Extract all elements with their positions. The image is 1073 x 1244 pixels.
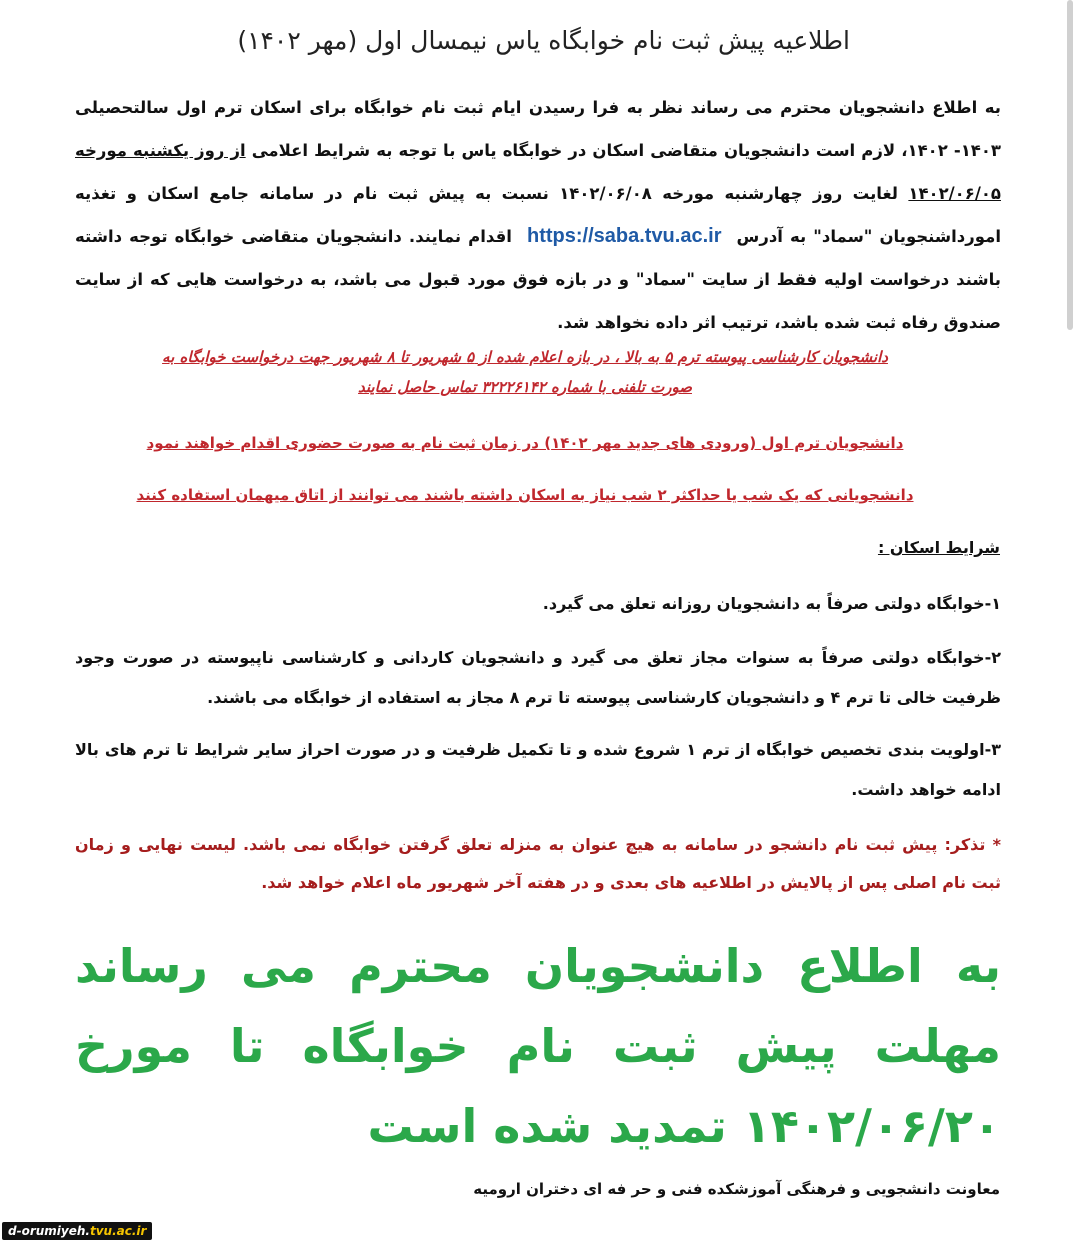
- signature: معاونت دانشجویی و فرهنگی آموزشکده فنی و حر فه ای دختران ارومیه: [473, 1180, 1000, 1198]
- condition-item-2: ۲-خوابگاه دولتی صرفاً به سنوات مجاز تعلق می گیرد و دانشجویان کاردانی و کارشناسی ناپیوسته در صورت وجود ظرفیت خالی تا ترم ۴ و دانشجویان کارشناسی پیوسته تا ترم ۸ مجاز به استفاده از خوابگاه می باشند.: [75, 648, 1001, 707]
- reminder-note: * تذکر: پیش ثبت نام دانشجو در سامانه به هیچ عنوان به منزله تعلق گرفتن خوابگاه نمی باشد. لیست نهایی و زمان ثبت نام اصلی پس از پالایش در اطلاعیه های بعدی و در هفته آخر شهریور ماه اعلام خواهد شد.: [75, 835, 1001, 892]
- intro-text-3: اقدام نمایند. دانشجویان متقاضی خوابگاه توجه داشته باشند درخواست اولیه فقط از سایت "سماد" و در بازه فوق مورد قبول می باشد، به درخواست هایی که از سایت صندوق رفاه ثبت شده باشد، ترتیب اثر داده نخواهد شد.: [75, 227, 1001, 332]
- note-phone-line1: دانشجویان کارشناسی پیوسته ترم ۵ به بالا ، در بازه اعلام شده از ۵ شهریور تا ۸ شهریور جهت درخواست خوابگاه به: [162, 348, 888, 366]
- note-phone-line2: صورت تلفنی با شماره ۳۲۲۲۶۱۴۲ تماس حاصل نمایند: [358, 378, 692, 396]
- extension-notice: به اطلاع دانشجویان محترم می رساند مهلت پیش ثبت نام خوابگاه تا مورخ ۱۴۰۲/۰۶/۲۰ تمدید شده است: [75, 939, 1001, 1153]
- samad-link[interactable]: https://saba.tvu.ac.ir: [526, 225, 722, 247]
- note-guest-room: دانشجویانی که یک شب یا حداکثر ۲ شب نیاز به اسکان داشته باشند می توانند از اتاق میهمان استفاده کنند: [136, 486, 914, 504]
- note-first-term: دانشجویان ترم اول (ورودی های جدید مهر ۱۴۰۲) در زمان ثبت نام به صورت حضوری اقدام خواهند نمود: [146, 434, 904, 452]
- condition-item-3: ۳-اولویت بندی تخصیص خوابگاه از ترم ۱ شروع شده و تا تکمیل ظرفیت و در صورت احراز سایر شرایط تا ترم های بالا ادامه خواهد داشت.: [75, 740, 1002, 799]
- condition-item-1: ۱-خوابگاه دولتی صرفاً به دانشجویان روزانه تعلق می گیرد.: [542, 594, 1001, 613]
- note-phone-contact: [60, 342, 990, 402]
- watermark-prefix: d-orumiyeh.: [8, 1224, 90, 1238]
- watermark-logo: [2, 1222, 152, 1240]
- intro-date-range: از روز یکشنبه مورخه ۱۴۰۲/۰۶/۰۵: [75, 141, 1001, 203]
- page-title: اطلاعیه پیش ثبت نام خوابگاه یاس نیمسال اول (مهر ۱۴۰۲): [237, 26, 850, 55]
- watermark-accent: tvu.ac.ir: [89, 1224, 147, 1238]
- intro-text-1: به اطلاع دانشجویان محترم می رساند نظر به فرا رسیدن ایام ثبت نام خوابگاه برای اسکان ترم اول سالتحصیلی ۱۴۰۳- ۱۴۰۲، لازم است دانشجویان متقاضی اسکان در خوابگاه یاس با توجه به شرایط اعلامی: [75, 98, 1002, 160]
- scrollbar[interactable]: [1067, 0, 1073, 330]
- intro-text-2: لغایت روز چهارشنبه مورخه ۱۴۰۲/۰۶/۰۸ نسبت به پیش ثبت نام در سامانه جامع اسکان و تغذیه امورداشنجویان "سماد" به آدرس: [75, 184, 1001, 246]
- intro-paragraph: [75, 86, 1001, 344]
- conditions-heading: شرایط اسکان :: [877, 538, 1000, 557]
